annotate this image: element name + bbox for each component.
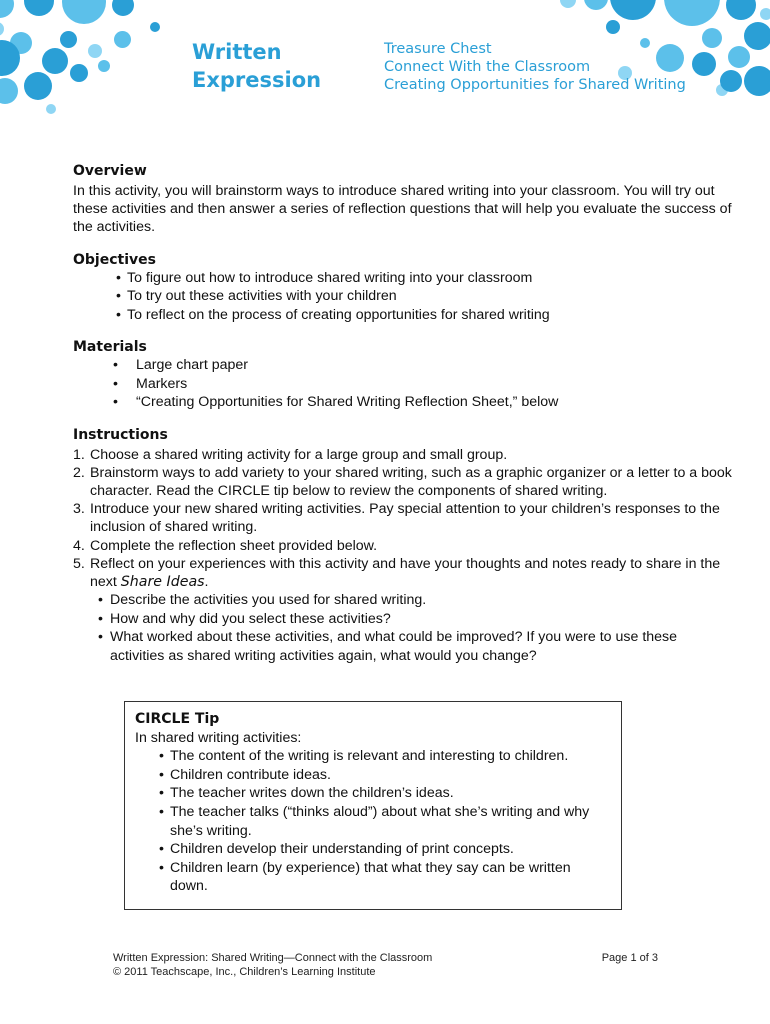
step-text-tail: .: [204, 574, 209, 591]
decorative-circle: [584, 0, 608, 10]
list-item: • The teacher writes down the children’s ideas.: [135, 784, 611, 803]
decorative-circle: [98, 60, 110, 72]
list-item: [73, 555, 733, 665]
step-text: Choose a shared writing activity for a large group and small group.: [90, 446, 508, 463]
decorative-circle: [744, 66, 770, 96]
document-body: [73, 162, 733, 665]
section-heading: Objectives: [73, 251, 156, 268]
objectives-list: [73, 269, 733, 325]
decorative-circle: [0, 78, 18, 104]
list-item: [73, 500, 733, 536]
copyright-line: © 2011 Teachscape, Inc., Children’s Learning Institute: [113, 966, 376, 978]
tip-list: [135, 747, 611, 896]
decorative-circle: [726, 0, 756, 20]
decorative-circle: [606, 20, 620, 34]
step-text: Introduce your new shared writing activities. Pay special attention to your children’s responses to the inclusion of shared writing.: [90, 501, 720, 536]
list-item: • Children learn (by experience) that what they say can be written down.: [135, 859, 611, 896]
decorative-circle: [744, 22, 770, 50]
decorative-circle: [664, 0, 720, 26]
step-number: 4.: [73, 537, 85, 554]
subtitle-line: Connect With the Classroom: [384, 59, 591, 75]
subtitle-line: Creating Opportunities for Shared Writing: [384, 77, 686, 93]
list-item: • Children develop their understanding of print concepts.: [135, 840, 611, 859]
page-number: Page 1 of 3: [601, 952, 658, 964]
list-item: • Children contribute ideas.: [135, 766, 611, 785]
list-item: • “Creating Opportunities for Shared Writing Reflection Sheet,” below: [73, 393, 733, 412]
decorative-circle: [692, 52, 716, 76]
instructions-list: [73, 446, 733, 666]
section-heading: Instructions: [73, 426, 168, 443]
decorative-circle: [70, 64, 88, 82]
decorative-circle: [114, 31, 131, 48]
footer-line: Written Expression: Shared Writing—Connect with the Classroom: [113, 952, 433, 964]
step-number: 2.: [73, 464, 85, 481]
list-item: • Describe the activities you used for shared writing.: [73, 591, 733, 610]
list-item: • The teacher talks (“thinks aloud”) about what she’s writing and why she’s writing.: [135, 803, 611, 840]
decorative-circle: [24, 72, 52, 100]
decorative-circle: [728, 46, 750, 68]
objectives-section: [73, 251, 733, 325]
page-footer: [113, 951, 658, 979]
overview-text: In this activity, you will brainstorm ways to introduce shared writing into your classroom. You will try out these activities and then answer a series of reflection questions that will help you evaluate the success of the activities.: [73, 183, 732, 236]
list-item: • Large chart paper: [73, 356, 733, 375]
decorative-circle: [60, 31, 77, 48]
decorative-circle: [62, 0, 106, 24]
decorative-circle: [24, 0, 54, 16]
list-item: • To figure out how to introduce shared writing into your classroom: [73, 269, 733, 288]
materials-list: [73, 356, 733, 412]
list-item: • To try out these activities with your children: [73, 287, 733, 306]
step-text: Complete the reflection sheet provided below.: [90, 537, 378, 554]
decorative-circle: [0, 22, 4, 36]
step-number: 5.: [73, 555, 85, 572]
decorative-circle: [46, 104, 56, 114]
step-number: 1.: [73, 446, 85, 463]
decorative-circle: [42, 48, 68, 74]
subtitle-line: Treasure Chest: [384, 41, 492, 57]
overview-section: [73, 162, 733, 237]
decorative-circle: [112, 0, 134, 16]
decorative-circle: [760, 8, 770, 20]
list-item: [73, 464, 733, 500]
list-item: • What worked about these activities, and what could be improved? If you were to use these activities as shared writing activities again, what would you change?: [73, 628, 733, 665]
list-item: [73, 537, 733, 555]
decorative-circle: [560, 0, 576, 8]
title-line: Written: [192, 40, 282, 64]
decorative-circle: [702, 28, 722, 48]
decorative-circle: [88, 44, 102, 58]
document-title: [192, 38, 321, 94]
list-item: • How and why did you select these activities?: [73, 610, 733, 629]
decorative-circle: [150, 22, 160, 32]
step-text: Brainstorm ways to add variety to your shared writing, such as a graphic organizer or a letter to a book character. Read the CIRCLE tip below to review the components of shared writing.: [90, 464, 732, 500]
tip-heading: CIRCLE Tip: [135, 711, 220, 727]
materials-section: [73, 338, 733, 412]
section-heading: Overview: [73, 163, 147, 179]
instructions-section: [73, 426, 733, 666]
decorative-circle: [610, 0, 656, 20]
reflection-questions-list: [73, 591, 733, 665]
list-item: [73, 446, 733, 464]
step-number: 3.: [73, 501, 85, 518]
decorative-circle: [720, 70, 742, 92]
section-heading: Materials: [73, 339, 147, 356]
document-subtitle: [384, 40, 686, 94]
list-item: • Markers: [73, 375, 733, 394]
list-item: • The content of the writing is relevant and interesting to children.: [135, 747, 611, 766]
title-line: Expression: [192, 68, 322, 92]
share-ideas-emphasis: Share Ideas: [120, 574, 205, 591]
tip-intro: In shared writing activities:: [135, 730, 302, 746]
step-text: Reflect on your experiences with this activity and have your thoughts and notes ready to share in the next: [90, 555, 721, 591]
decorative-circle: [0, 0, 14, 18]
circle-tip-box: [124, 701, 622, 910]
list-item: • To reflect on the process of creating opportunities for shared writing: [73, 306, 733, 325]
